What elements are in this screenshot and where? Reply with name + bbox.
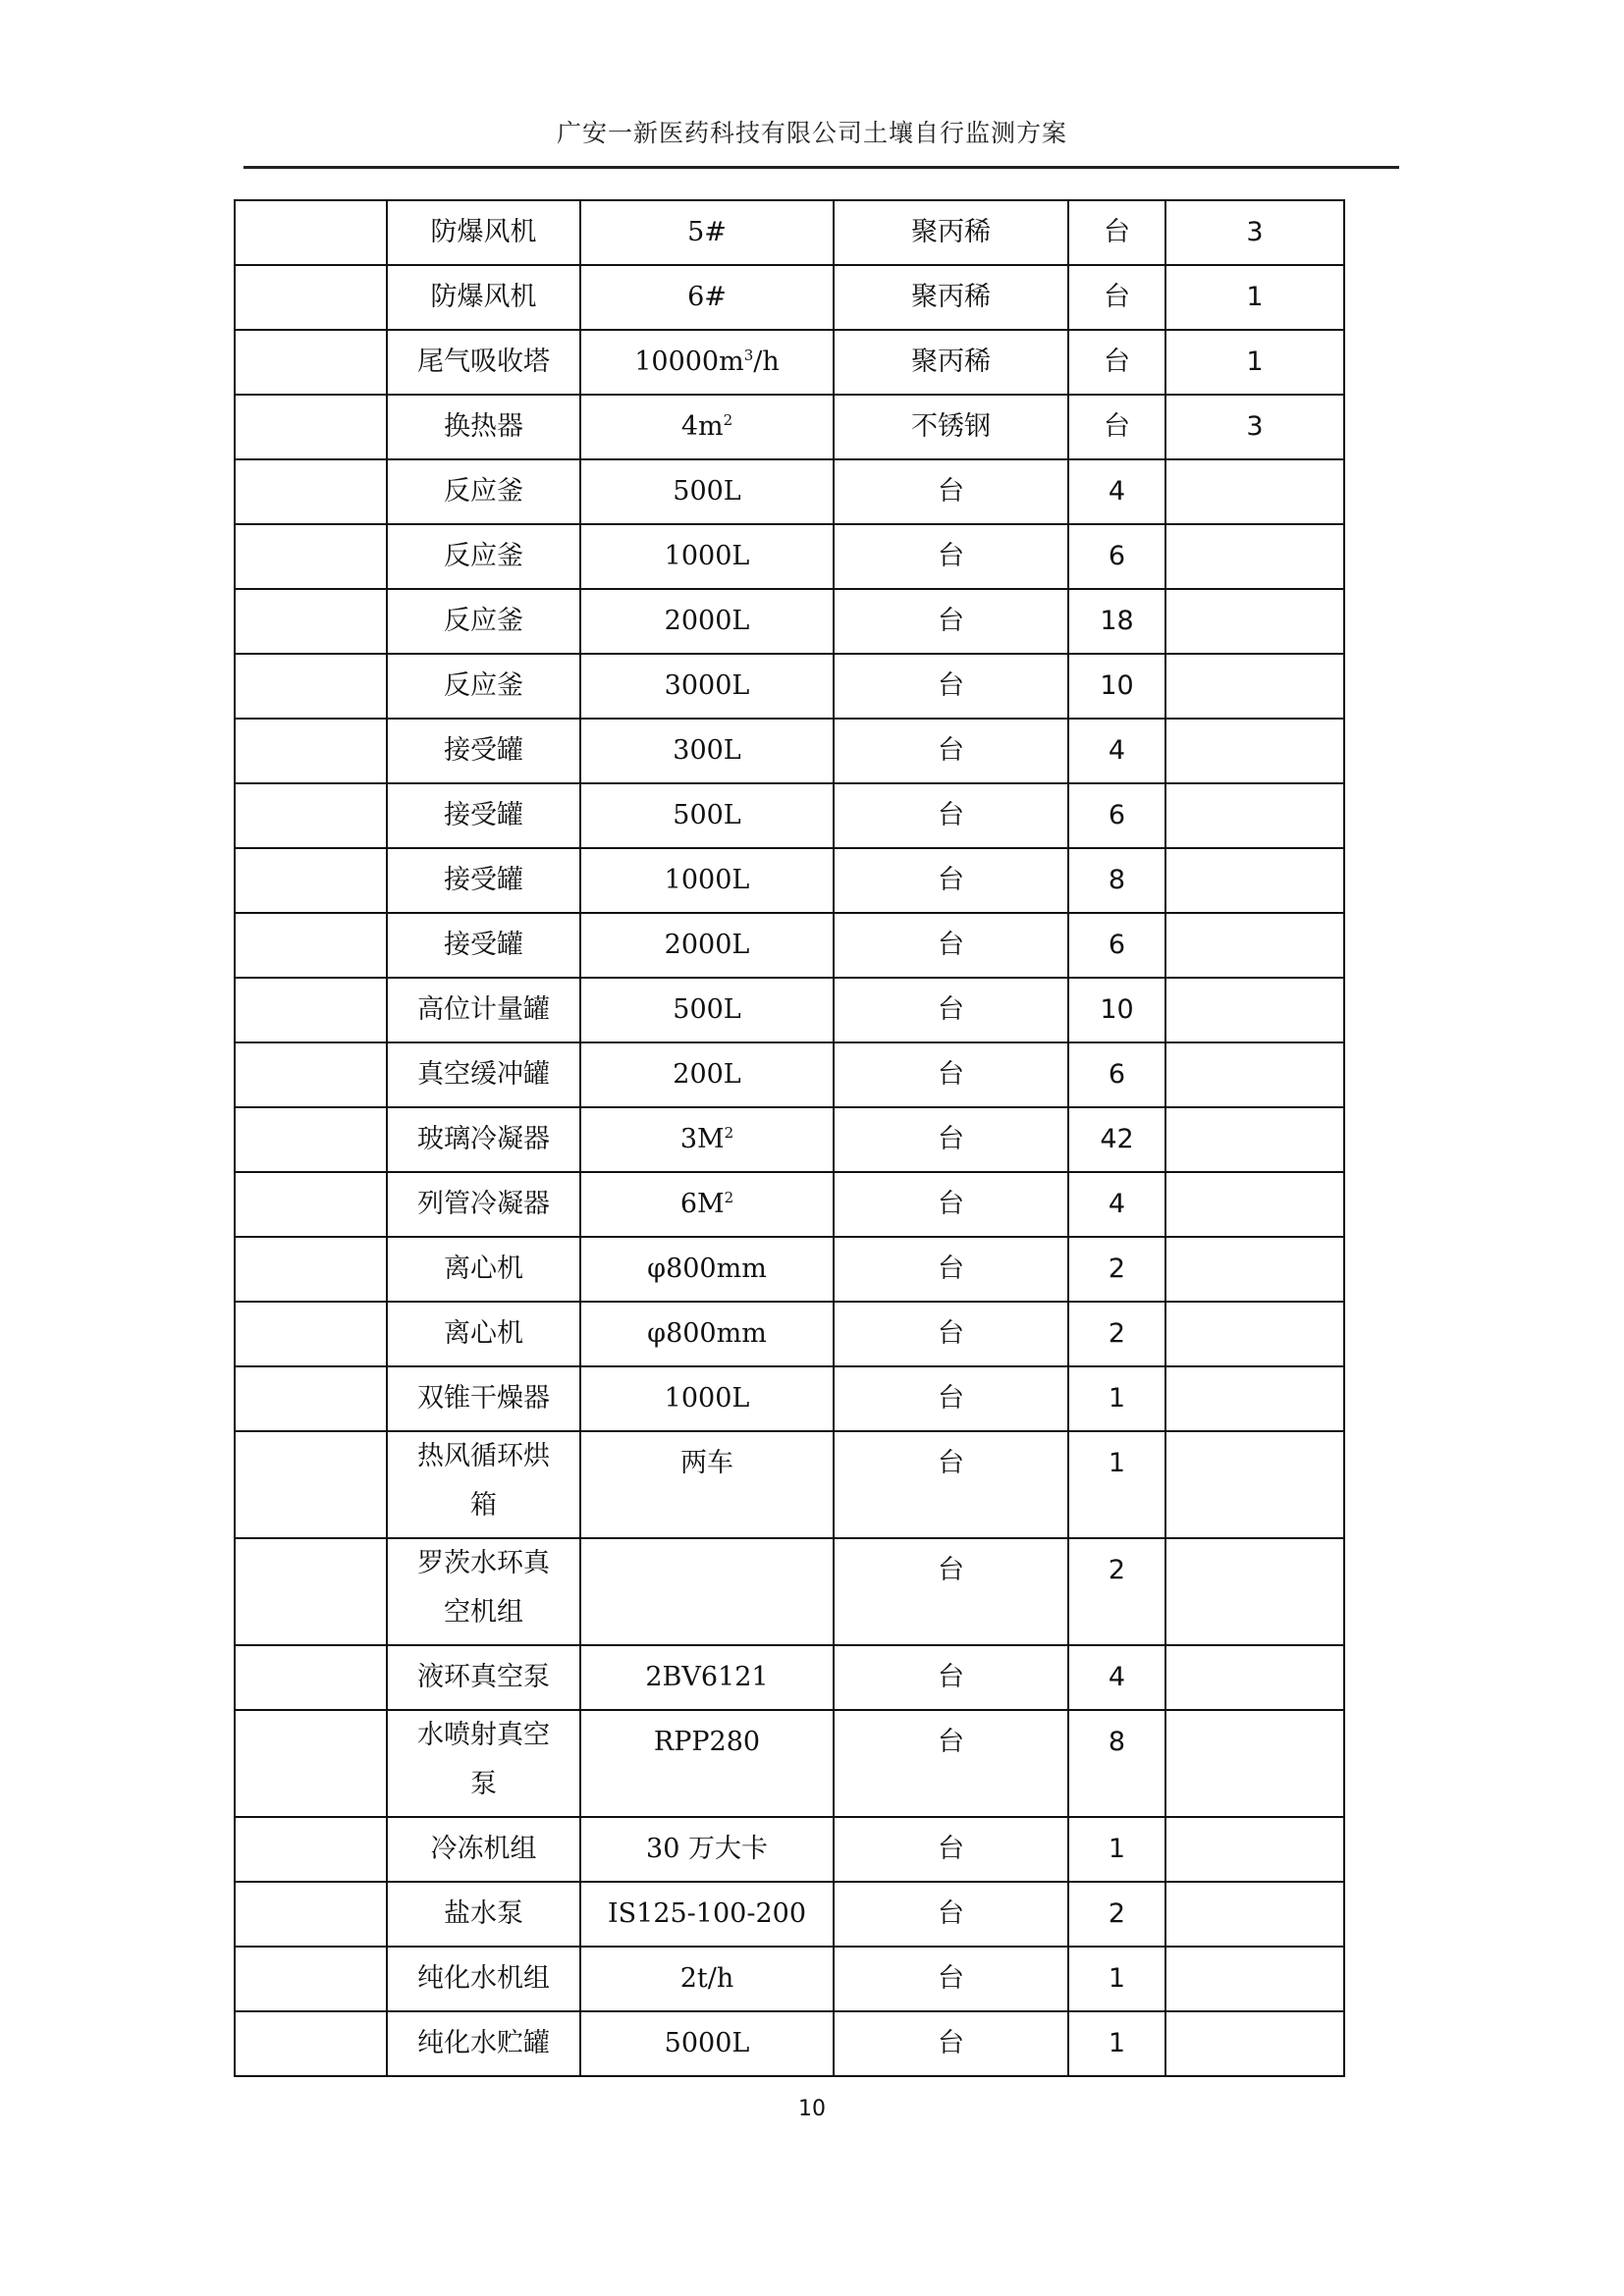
equipment-name: 防爆风机 [430,282,537,312]
equipment-spec-cell [580,200,834,265]
table-cell-col5: 6 [1068,913,1165,978]
table-cell-col5: 2 [1068,1538,1165,1645]
table-cell-col4: 聚丙稀 [834,330,1068,395]
table-cell-col6 [1165,1042,1344,1107]
equipment-spec: 2t/h [679,1963,734,1994]
table-cell-col6 [1165,913,1344,978]
equipment-spec-superscript: 2 [723,411,733,429]
equipment-spec: φ800mm [647,1254,767,1284]
table-row [235,1366,1344,1431]
table-row [235,913,1344,978]
equipment-spec-cell [580,1042,834,1107]
table-row [235,1882,1344,1947]
table-cell-col4: 台 [834,913,1068,978]
table-row [235,719,1344,783]
equipment-spec-cell [580,848,834,913]
table-cell-col5: 1 [1068,1431,1165,1538]
table-cell-col4: 台 [834,1817,1068,1882]
table-cell-col5: 1 [1068,1947,1165,2011]
table-cell-blank [235,1947,387,2011]
table-cell-col4: 台 [834,524,1068,589]
table-cell-col5: 6 [1068,1042,1165,1107]
equipment-spec-cell [580,1172,834,1237]
equipment-name-cell [387,524,580,589]
equipment-spec-superscript: 2 [724,1124,734,1142]
equipment-name-cell [387,719,580,783]
equipment-name-cell [387,1431,580,1538]
table-cell-col6 [1165,1107,1344,1172]
table-cell-col4: 台 [834,1645,1068,1710]
equipment-name-cell [387,1645,580,1710]
table-row [235,1302,1344,1366]
table-cell-col4: 台 [834,1710,1068,1817]
equipment-spec: 500L [673,476,741,507]
table-cell-col5: 10 [1068,654,1165,719]
equipment-name-cell [387,654,580,719]
equipment-name-continued: 泵 [470,1769,497,1799]
table-cell-col4: 台 [834,1302,1068,1366]
table-cell-col4: 台 [834,783,1068,848]
table-cell-col4: 台 [834,1538,1068,1645]
equipment-name: 冷冻机组 [430,1834,537,1864]
table-cell-blank [235,265,387,330]
table-cell-blank [235,589,387,654]
equipment-name: 罗茨水环真 [417,1548,550,1578]
table-cell-col6 [1165,2011,1344,2076]
table-cell-col6 [1165,1817,1344,1882]
table-cell-blank [235,1107,387,1172]
equipment-name: 液环真空泵 [417,1662,550,1692]
table-cell-blank [235,783,387,848]
table-cell-col5: 台 [1068,330,1165,395]
table-cell-col4: 聚丙稀 [834,200,1068,265]
equipment-spec-cell [580,1947,834,2011]
table-row [235,459,1344,524]
table-cell-blank [235,524,387,589]
equipment-name-cell [387,1366,580,1431]
table-row [235,200,1344,265]
equipment-spec: 10000m [634,347,744,377]
table-row [235,524,1344,589]
table-cell-col5: 4 [1068,719,1165,783]
equipment-spec: 4m [680,411,724,442]
equipment-spec-cell [580,913,834,978]
table-cell-col6 [1165,848,1344,913]
table-cell-blank [235,200,387,265]
table-cell-col6 [1165,978,1344,1042]
table-cell-col5: 4 [1068,459,1165,524]
table-cell-blank [235,1172,387,1237]
equipment-name-cell [387,1237,580,1302]
equipment-name: 高位计量罐 [417,994,550,1025]
equipment-spec: IS125-100-200 [607,1898,806,1929]
equipment-spec-cell [580,589,834,654]
equipment-name: 热风循环烘 [417,1441,550,1471]
equipment-name: 接受罐 [444,735,523,766]
table-cell-blank [235,395,387,459]
equipment-spec-cell [580,1302,834,1366]
equipment-spec: RPP280 [653,1727,761,1757]
table-cell-col6 [1165,589,1344,654]
equipment-spec-unit: /h [753,347,780,377]
table-cell-blank [235,1042,387,1107]
equipment-spec-cell [580,524,834,589]
table-cell-blank [235,1302,387,1366]
equipment-name: 接受罐 [444,865,523,895]
equipment-name-cell [387,783,580,848]
equipment-name-cell [387,1172,580,1237]
equipment-name: 接受罐 [444,800,523,830]
equipment-spec: 500L [673,800,741,830]
equipment-spec: 6# [687,282,727,312]
equipment-spec-cell [580,1817,834,1882]
table-row [235,978,1344,1042]
equipment-name: 换热器 [444,411,523,442]
equipment-name: 防爆风机 [430,217,537,247]
table-cell-col6 [1165,1172,1344,1237]
table-row [235,330,1344,395]
equipment-name-cell [387,1302,580,1366]
table-cell-blank [235,978,387,1042]
table-cell-col6: 3 [1165,395,1344,459]
table-cell-col4: 台 [834,1172,1068,1237]
page-header-title: 广安一新医药科技有限公司土壤自行监测方案 [556,119,1067,147]
table-cell-col5: 18 [1068,589,1165,654]
table-cell-blank [235,913,387,978]
table-cell-col4: 台 [834,1042,1068,1107]
table-row [235,1710,1344,1817]
equipment-name: 玻璃冷凝器 [417,1124,550,1154]
equipment-name: 纯化水机组 [417,1963,550,1994]
table-cell-blank [235,848,387,913]
table-cell-blank [235,719,387,783]
equipment-name: 水喷射真空 [417,1720,550,1750]
table-cell-col5: 10 [1068,978,1165,1042]
table-row [235,848,1344,913]
equipment-spec-cell [580,1882,834,1947]
table-cell-col6 [1165,719,1344,783]
equipment-spec: 2000L [664,930,750,960]
equipment-spec: 200L [673,1059,741,1090]
table-cell-col6 [1165,524,1344,589]
table-cell-blank [235,1710,387,1817]
equipment-name: 纯化水贮罐 [417,2028,550,2058]
table-cell-col6: 1 [1165,330,1344,395]
equipment-name: 双锥干燥器 [417,1383,550,1414]
table-row [235,783,1344,848]
table-cell-col5: 4 [1068,1172,1165,1237]
table-row [235,1538,1344,1645]
equipment-spec: 30 万大卡 [646,1834,768,1864]
table-cell-col4: 台 [834,1366,1068,1431]
equipment-name-cell [387,330,580,395]
equipment-spec-cell [580,1237,834,1302]
equipment-name-cell [387,265,580,330]
table-cell-col6 [1165,783,1344,848]
equipment-name: 尾气吸收塔 [417,347,550,377]
table-cell-col4: 台 [834,1431,1068,1538]
table-cell-col6 [1165,1710,1344,1817]
equipment-spec: 2BV6121 [645,1662,769,1692]
table-cell-col4: 台 [834,719,1068,783]
table-row [235,1107,1344,1172]
table-cell-col5: 2 [1068,1302,1165,1366]
table-cell-col6 [1165,1431,1344,1538]
table-cell-blank [235,330,387,395]
equipment-name: 反应釜 [444,476,523,507]
equipment-name: 反应釜 [444,606,523,636]
table-cell-blank [235,1817,387,1882]
equipment-name-cell [387,395,580,459]
page-number: 10 [798,2097,826,2121]
equipment-spec: 两车 [680,1448,733,1478]
table-row [235,1947,1344,2011]
equipment-spec: φ800mm [647,1318,767,1349]
equipment-name-cell [387,1882,580,1947]
table-cell-col6 [1165,1882,1344,1947]
equipment-name: 反应釜 [444,670,523,701]
table-cell-blank [235,1237,387,1302]
table-cell-col5: 2 [1068,1882,1165,1947]
equipment-name-continued: 空机组 [444,1597,523,1628]
equipment-spec: 1000L [664,865,750,895]
equipment-spec-cell [580,978,834,1042]
table-cell-col5: 1 [1068,1817,1165,1882]
equipment-spec-cell [580,459,834,524]
table-cell-blank [235,1645,387,1710]
equipment-spec-superscript: 2 [724,1189,734,1206]
equipment-name-cell [387,1107,580,1172]
table-cell-blank [235,654,387,719]
equipment-name: 列管冷凝器 [417,1189,550,1219]
table-row [235,2011,1344,2076]
equipment-name-cell [387,1710,580,1817]
equipment-spec-cell [580,1538,834,1645]
equipment-name: 盐水泵 [444,1898,523,1929]
table-cell-col5: 2 [1068,1237,1165,1302]
table-row [235,1172,1344,1237]
equipment-table [234,199,1345,2077]
equipment-spec: 5# [687,217,727,247]
equipment-name-cell [387,1042,580,1107]
equipment-spec-cell [580,1645,834,1710]
equipment-spec-cell [580,1107,834,1172]
equipment-spec: 500L [673,994,741,1025]
table-cell-col5: 42 [1068,1107,1165,1172]
table-row [235,1817,1344,1882]
equipment-spec-cell [580,654,834,719]
equipment-spec-cell [580,395,834,459]
table-row [235,1431,1344,1538]
equipment-name-cell [387,589,580,654]
table-cell-blank [235,2011,387,2076]
equipment-name-cell [387,1817,580,1882]
equipment-name: 真空缓冲罐 [417,1059,550,1090]
table-cell-col4: 台 [834,459,1068,524]
equipment-name: 接受罐 [444,930,523,960]
table-cell-col6 [1165,1645,1344,1710]
table-cell-col5: 4 [1068,1645,1165,1710]
table-cell-blank [235,1538,387,1645]
table-row [235,1237,1344,1302]
table-cell-col5: 台 [1068,265,1165,330]
equipment-name: 反应釜 [444,541,523,571]
equipment-spec-cell [580,2011,834,2076]
equipment-name-cell [387,2011,580,2076]
table-cell-col5: 6 [1068,783,1165,848]
table-cell-col6 [1165,1366,1344,1431]
equipment-spec-cell [580,783,834,848]
table-cell-col5: 台 [1068,395,1165,459]
equipment-spec: 5000L [664,2028,750,2058]
equipment-name: 离心机 [444,1318,523,1349]
table-cell-col6: 3 [1165,200,1344,265]
equipment-name-cell [387,978,580,1042]
equipment-spec: 300L [673,735,741,766]
table-cell-col4: 不锈钢 [834,395,1068,459]
table-cell-col5: 1 [1068,2011,1165,2076]
equipment-spec-cell [580,265,834,330]
equipment-name: 离心机 [444,1254,523,1284]
table-cell-col6 [1165,654,1344,719]
equipment-spec: 1000L [664,1383,750,1414]
table-cell-blank [235,1431,387,1538]
table-cell-blank [235,1882,387,1947]
table-cell-col4: 台 [834,2011,1068,2076]
equipment-name-cell [387,200,580,265]
equipment-spec-cell [580,1431,834,1538]
equipment-spec-cell [580,1366,834,1431]
equipment-name-cell [387,913,580,978]
table-row [235,589,1344,654]
equipment-name-cell [387,848,580,913]
table-cell-col6 [1165,459,1344,524]
equipment-spec: 3M [679,1124,725,1154]
table-cell-col5: 8 [1068,1710,1165,1817]
equipment-spec: 1000L [664,541,750,571]
table-cell-col6 [1165,1947,1344,2011]
table-cell-col4: 台 [834,1947,1068,2011]
equipment-spec: 6M [679,1189,725,1219]
equipment-table-body [235,200,1344,2076]
table-cell-col4: 台 [834,978,1068,1042]
equipment-spec: 2000L [664,606,750,636]
table-row [235,1645,1344,1710]
table-cell-col4: 聚丙稀 [834,265,1068,330]
table-cell-col6 [1165,1237,1344,1302]
table-cell-blank [235,459,387,524]
table-cell-col4: 台 [834,1237,1068,1302]
equipment-name-cell [387,1538,580,1645]
equipment-name-cell [387,459,580,524]
table-cell-col5: 台 [1068,200,1165,265]
header-rule [244,166,1399,169]
table-cell-col6 [1165,1538,1344,1645]
equipment-name-cell [387,1947,580,2011]
equipment-spec-cell [580,1710,834,1817]
table-cell-col5: 6 [1068,524,1165,589]
equipment-name-continued: 箱 [470,1490,497,1521]
table-row [235,265,1344,330]
table-cell-col6: 1 [1165,265,1344,330]
table-row [235,654,1344,719]
table-cell-col4: 台 [834,589,1068,654]
table-cell-col4: 台 [834,654,1068,719]
equipment-spec-superscript: 3 [743,347,754,364]
table-row [235,395,1344,459]
table-cell-col4: 台 [834,1882,1068,1947]
table-cell-col4: 台 [834,848,1068,913]
table-cell-col6 [1165,1302,1344,1366]
equipment-spec: 3000L [664,670,750,701]
equipment-spec-cell [580,719,834,783]
equipment-spec-cell [580,330,834,395]
table-cell-col4: 台 [834,1107,1068,1172]
table-cell-col5: 8 [1068,848,1165,913]
table-cell-col5: 1 [1068,1366,1165,1431]
table-row [235,1042,1344,1107]
table-cell-blank [235,1366,387,1431]
